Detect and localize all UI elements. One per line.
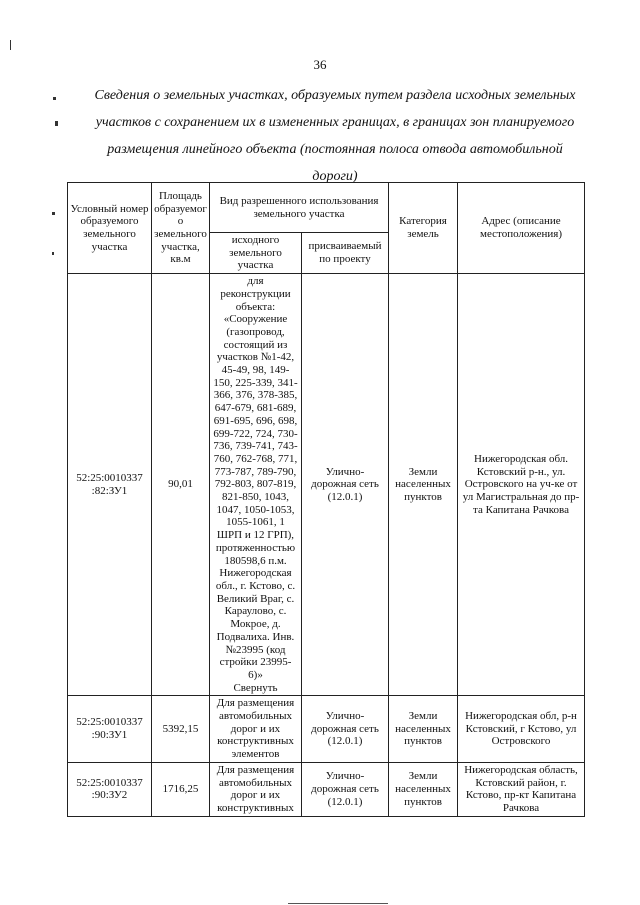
plot-number: 52:25:0010337 :82:ЗУ1 [68,274,152,696]
plot-address: Нижегородская обл, р-н Кстовский, г Кстово, ул Островского [458,696,585,763]
plot-number: 52:25:0010337 :90:ЗУ2 [68,762,152,816]
scan-mark [53,97,56,100]
header-address: Адрес (описание местоположения) [458,183,585,274]
table-row [68,762,585,816]
plot-address: Нижегородская обл. Кстовский р-н., ул. Островского на уч-ке от ул Магистральная до пр-та Капитана Рачкова [458,274,585,696]
plot-area: 1716,25 [152,762,210,816]
assigned-use: Улично-дорожная сеть (12.0.1) [302,274,389,696]
plot-area: 5392,15 [152,696,210,763]
header-area: Площадь образуемого земельного участка, кв.м [152,183,210,274]
scan-mark [52,212,55,215]
land-category: Земли населенных пунктов [389,762,458,816]
heading-line-1: Сведения о земельных участках, образуемых путем раздела исходных земельных [94,88,576,103]
header-assigned-use: присваиваемый по проекту [302,233,389,274]
heading-line-3: размещения линейного объекта (постоянная полоса отвода автомобильной [107,142,563,157]
page-number: 36 [313,57,327,72]
scan-mark [10,40,11,50]
header-land-category: Категория земель [389,183,458,274]
table-header-row [68,183,585,233]
assigned-use: Улично-дорожная сеть (12.0.1) [302,762,389,816]
plot-number: 52:25:0010337 :90:ЗУ1 [68,696,152,763]
table-row [68,696,585,763]
scan-mark [55,121,58,126]
plot-address: Нижегородская область, Кстовский район, г. Кстово, пр-кт Капитана Рачкова [458,762,585,816]
header-plot-number: Условный номер образуемого земельного участка [68,183,152,274]
heading-line-2: участков с сохранением их в измененных границах, в границах зон планируемого [95,115,575,130]
source-use: для реконструкции объекта: «Сооружение (газопровод, состоящий из участков №1-42, 45-49, 98, 149- 150, 225-339, 341- 366, 376, 378-385, 647-679, 681-689, 691-695, 696, 698, 699-722, 724, 730- 736, 739-741, 743- 760, 762-768, 771, 773-787, 789-790, 792-803, 807-819, 821-850, 1043, 1047, 1050-1053, 1055-1061, 1 ШРП и 12 ГРП), протяженностью 180598,6 п.м. Нижегородская обл., г. Кстово, с. Великий Враг, с. Караулово, с. Мокрое, д. Подвалиха. Инв. №23995 (код стройки 23995- 6)» Свернуть [210,274,302,696]
scan-mark [52,252,54,255]
land-category: Земли населенных пунктов [389,696,458,763]
assigned-use: Улично-дорожная сеть (12.0.1) [302,696,389,763]
source-use: Для размещения автомобильных дорог и их конструктивных [210,762,302,816]
table-row [68,274,585,696]
source-use: Для размещения автомобильных дорог и их конструктивных элементов [210,696,302,763]
heading-line-4: дороги) [312,169,358,184]
land-category: Земли населенных пунктов [389,274,458,696]
section-heading [70,82,600,190]
plot-area: 90,01 [152,274,210,696]
header-source-use: исходного земельного участка [210,233,302,274]
footer-rule [288,903,388,904]
header-permitted-use: Вид разрешенного использования земельного участка [210,183,389,233]
land-plots-table [67,182,585,817]
